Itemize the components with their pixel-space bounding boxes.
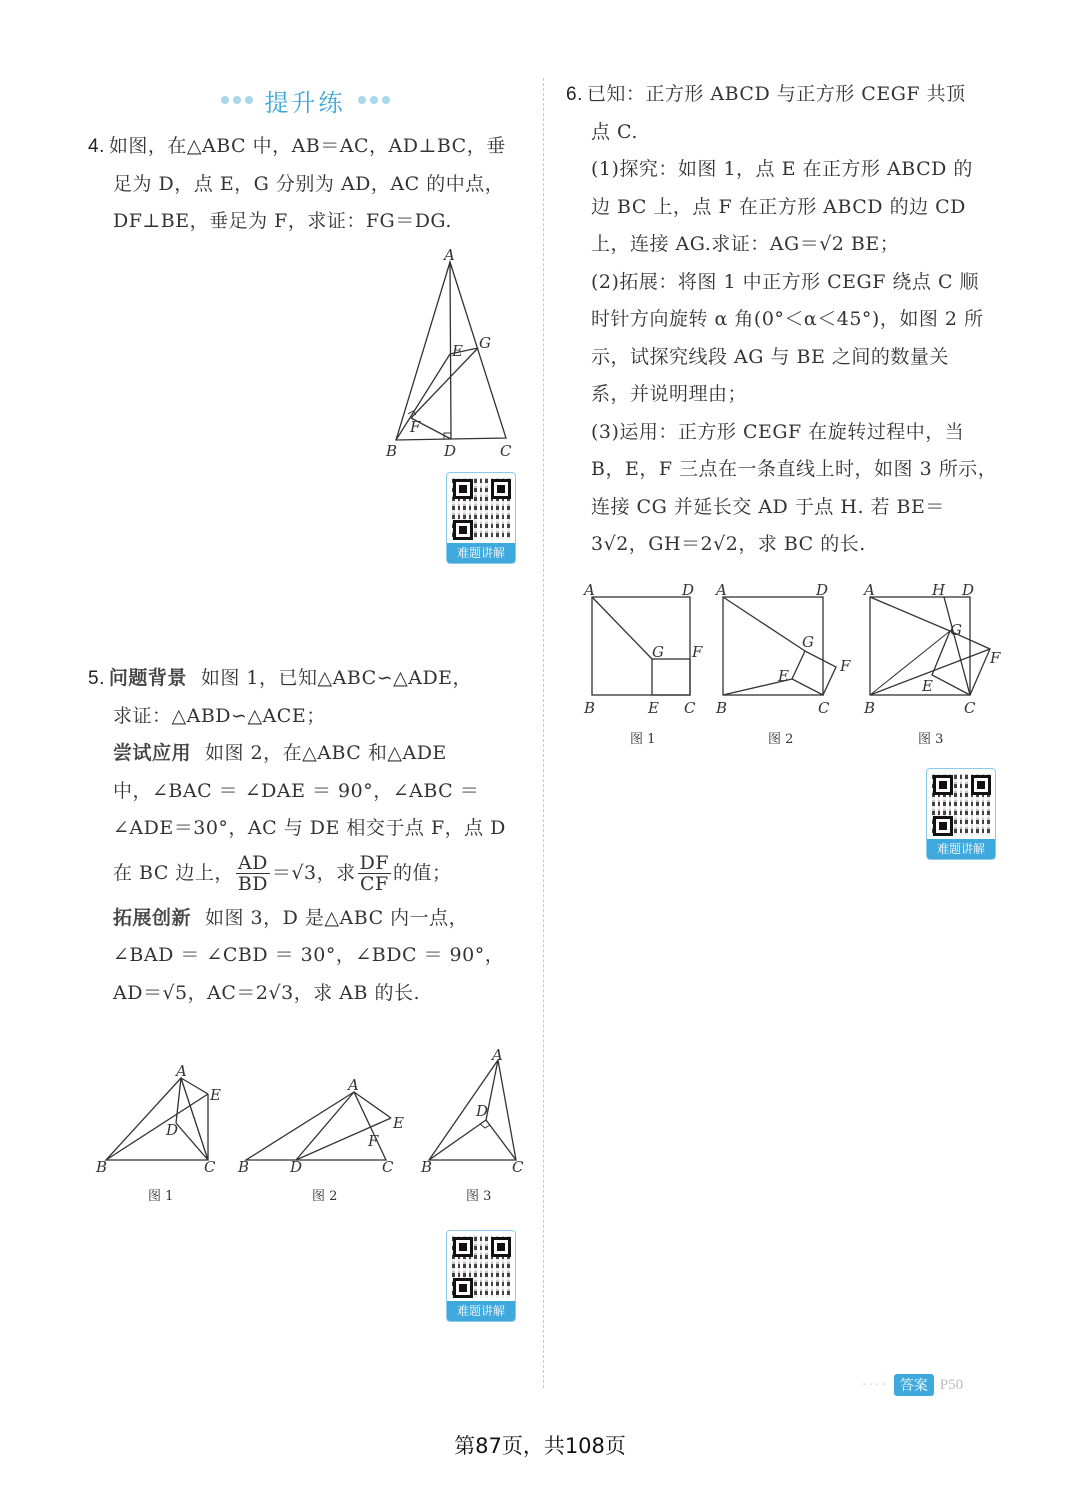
problem-6-figure-1	[582, 581, 703, 747]
figure-label: C	[500, 442, 512, 460]
figure-label: D	[290, 1158, 303, 1176]
decorative-dots-right	[358, 96, 390, 104]
figure-caption: 图 2	[768, 732, 794, 747]
figure-caption: 图 3	[918, 732, 944, 747]
figure-label: F	[410, 418, 421, 436]
problem-text-line: 3√2，GH＝2√2，求 BC 的长.	[591, 533, 866, 555]
figure-caption: 图 3	[466, 1189, 492, 1204]
problem-5-figure-2	[237, 1076, 404, 1204]
figure-label: B	[421, 1158, 433, 1176]
problem-text-line: 连接 CG 并延长交 AD 于点 H. 若 BE＝	[591, 495, 945, 518]
figure-label: D	[476, 1102, 489, 1120]
problem-5-figure-3	[420, 1046, 524, 1204]
figure-label: C	[684, 699, 696, 717]
figure-label: B	[238, 1158, 250, 1176]
problem-text-line: (1)探究：如图 1，点 E 在正方形 ABCD 的	[591, 158, 973, 180]
decorative-dots: ····	[862, 1377, 888, 1393]
figure-label: G	[479, 334, 491, 352]
figure-label: G	[652, 643, 664, 661]
qr-label: 难题讲解	[447, 543, 515, 563]
figure-label: H	[932, 581, 946, 599]
problem-number: 6.	[566, 84, 583, 105]
figure-label: E	[210, 1086, 221, 1104]
problem-5	[88, 660, 528, 1012]
problem-text-line: 系，并说明理由；	[591, 383, 748, 405]
problem-text-line: (2)拓展：将图 1 中正方形 CEGF 绕点 C 顺	[591, 270, 980, 293]
figure-label: D	[816, 581, 829, 599]
figure-label: E	[922, 677, 933, 695]
fraction-denominator: BD	[237, 873, 269, 895]
figure-label: C	[818, 699, 830, 717]
problem-5-figure-1	[95, 1062, 221, 1204]
figure-label: F	[990, 649, 1001, 667]
problem-6-figures	[580, 575, 1010, 755]
problem-text: 已知：正方形 ABCD 与正方形 CEGF 共顶	[586, 83, 966, 105]
problem-5-figures	[96, 1046, 536, 1210]
figure-label: A	[584, 581, 595, 599]
qr-label: 难题讲解	[927, 839, 995, 859]
problem-4	[88, 128, 506, 241]
figure-label: F	[840, 657, 851, 675]
figure-label: B	[96, 1158, 108, 1176]
section-title: 提升练	[264, 88, 346, 117]
problem-text: 如图 2，在△ABC 和△ADE	[205, 742, 447, 764]
problem-text-line: 时针方向旋转 α 角(0°＜α＜45°)，如图 2 所	[591, 308, 984, 330]
figure-label: C	[382, 1158, 394, 1176]
figure-label: A	[176, 1062, 187, 1080]
fraction-numerator: DF	[359, 852, 390, 874]
figure-label: E	[393, 1114, 404, 1132]
problem-text: 在 BC 边上，	[113, 861, 234, 884]
fraction-denominator: CF	[359, 873, 389, 895]
figure-caption: 图 1	[630, 732, 656, 747]
figure-label: A	[716, 581, 727, 599]
problem-6	[566, 76, 1006, 564]
figure-label: E	[452, 342, 463, 360]
figure-label: B	[716, 699, 728, 717]
figure-label: D	[166, 1121, 179, 1139]
problem-number: 5.	[88, 668, 105, 689]
problem-text: ＝√3，求	[271, 861, 356, 884]
figure-label: C	[204, 1158, 216, 1176]
problem-4-figure	[378, 246, 518, 460]
subsection-keyword: 拓展创新	[113, 906, 192, 929]
problem-text-line: 边 BC 上，点 F 在正方形 ABCD 的边 CD	[591, 195, 966, 218]
figure-label: F	[368, 1132, 379, 1150]
qr-code-problem-4[interactable]	[446, 472, 516, 564]
fraction-df-cf	[358, 853, 391, 894]
problem-text: 如图 3，D 是△ABC 内一点，	[205, 906, 469, 929]
problem-6-figure-3	[862, 581, 1001, 747]
figure-label: C	[512, 1158, 524, 1176]
problem-text-line: AD＝√5，AC＝2√3，求 AB 的长.	[113, 981, 420, 1004]
decorative-dots-left	[221, 96, 253, 104]
problem-6-figure-2	[714, 581, 851, 747]
problem-text-line: ∠ADE＝30°，AC 与 DE 相交于点 F，点 D	[113, 817, 506, 839]
figure-label: A	[492, 1046, 503, 1064]
problem-text-line: B，E，F 三点在一条直线上时，如图 3 所示，	[591, 458, 998, 480]
answer-tag: 答案	[894, 1374, 934, 1396]
problem-text: 如图 1，已知△ABC∽△ADE，	[200, 667, 473, 689]
qr-label: 难题讲解	[447, 1301, 515, 1321]
page-count: 第87页，共108页	[454, 1434, 626, 1458]
problem-text-line: DF⊥BE，垂足为 F，求证：FG＝DG.	[113, 210, 452, 232]
subsection-keyword: 问题背景	[108, 667, 187, 689]
figure-label: B	[386, 442, 398, 460]
fraction-ad-bd	[236, 853, 270, 894]
figure-label: B	[864, 699, 876, 717]
figure-caption: 图 2	[312, 1189, 338, 1204]
figure-label: D	[444, 442, 457, 460]
fraction-numerator: AD	[237, 852, 268, 874]
problem-text-line: ∠BAD ＝ ∠CBD ＝ 30°，∠BDC ＝ 90°，	[113, 944, 505, 966]
figure-label: C	[964, 699, 976, 717]
problem-text-line: 示，试探究线段 AG 与 BE 之间的数量关	[591, 345, 949, 368]
figure-label: A	[348, 1076, 359, 1094]
problem-text-line: 点 C.	[591, 120, 638, 143]
figure-label: F	[692, 643, 703, 661]
subsection-keyword: 尝试应用	[113, 742, 192, 764]
problem-text-line: 中，∠BAC ＝ ∠DAE ＝ 90°，∠ABC ＝	[113, 779, 480, 802]
figure-caption: 图 1	[148, 1189, 174, 1204]
problem-text: 的值；	[393, 861, 452, 884]
section-header	[200, 82, 410, 118]
figure-label: G	[950, 621, 962, 639]
figure-label: D	[962, 581, 975, 599]
problem-number: 4.	[88, 136, 105, 157]
problem-text-line: (3)运用：正方形 CEGF 在旋转过程中，当	[591, 420, 965, 443]
figure-label: B	[584, 699, 596, 717]
figure-label: A	[864, 581, 875, 599]
qr-code-problem-6[interactable]	[926, 768, 996, 860]
problem-text-line: 如图，在△ABC 中，AB＝AC，AD⊥BC，垂	[108, 135, 506, 157]
figure-label: G	[802, 633, 814, 651]
figure-label: D	[682, 581, 695, 599]
figure-label: E	[648, 699, 659, 717]
problem-text-line: 求证：△ABD∽△ACE；	[113, 704, 326, 727]
figure-label: E	[778, 667, 789, 685]
qr-code-problem-5[interactable]	[446, 1230, 516, 1322]
answer-page-number: P50	[939, 1376, 964, 1393]
problem-text-line: 足为 D，点 E，G 分别为 AD，AC 的中点，	[113, 172, 505, 195]
figure-label: A	[444, 246, 455, 264]
answer-page-marker	[862, 1372, 963, 1398]
problem-text-line: 上，连接 AG.求证：AG＝√2 BE；	[591, 233, 900, 255]
column-divider	[543, 78, 544, 1388]
